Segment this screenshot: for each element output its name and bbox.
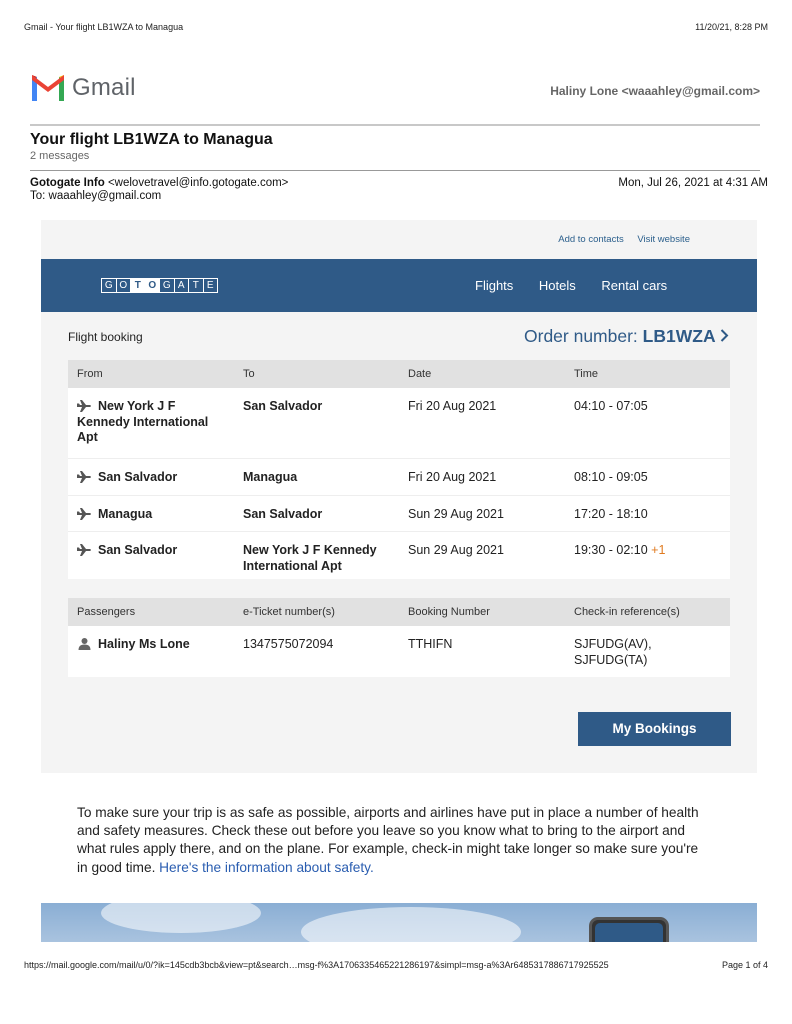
flight-to: San Salvador <box>243 507 323 521</box>
print-footer <box>24 960 768 970</box>
divider <box>30 170 760 171</box>
next-day-indicator: +1 <box>651 543 666 557</box>
flight-to: New York J F Kennedy International Apt <box>243 543 377 573</box>
flight-to: Managua <box>243 470 298 484</box>
plane-icon <box>77 508 92 520</box>
page-number: Page 1 of 4 <box>721 960 768 970</box>
flight-from: San Salvador <box>77 543 227 559</box>
logo-letter: E <box>203 278 219 293</box>
my-bookings-button[interactable]: My Bookings <box>578 712 731 746</box>
email-nav-links <box>475 278 689 293</box>
gotogate-logo[interactable] <box>101 278 217 293</box>
sender <box>30 177 288 189</box>
sender-email: <welovetravel@info.gotogate.com> <box>107 177 289 189</box>
flights-table <box>68 360 730 579</box>
print-url: https://mail.google.com/mail/u/0/?ik=145cdb3bcb&view=pt&search…msg-f%3A1706335465221286197&simpl=msg-a%3Ar6485317886717925525 <box>24 960 609 970</box>
nav-flights-link[interactable]: Flights <box>475 278 514 293</box>
flight-time: 04:10 - 07:05 <box>574 399 648 413</box>
logo-letter: O <box>145 278 161 293</box>
column-header: Time <box>574 368 599 380</box>
passengers-table <box>68 598 730 677</box>
message-count: 2 messages <box>30 150 90 162</box>
add-to-contacts-link[interactable]: Add to contacts <box>558 234 624 245</box>
logo-letter: T <box>188 278 204 293</box>
table-row <box>68 496 730 532</box>
divider <box>30 124 760 126</box>
print-timestamp: 11/20/21, 8:28 PM <box>695 22 768 32</box>
email-body-card <box>41 220 757 773</box>
sender-name: Gotogate Info <box>30 177 105 189</box>
flight-time: 17:20 - 18:10 <box>574 507 648 521</box>
flight-from: Managua <box>77 507 227 523</box>
flight-to: San Salvador <box>243 399 323 413</box>
print-header <box>24 22 768 32</box>
flight-date: Fri 20 Aug 2021 <box>408 399 497 413</box>
safety-text: To make sure your trip is as safe as possible, airports and airlines have put in place a number of health and safety measures. Check these out before you leave so you know what to bring to the airport and what rules apply there, and on the plane. For example, check-in might take longer so make sure you're in good time. <box>77 805 699 875</box>
gmail-wordmark: Gmail <box>72 74 136 101</box>
nav-hotels-link[interactable]: Hotels <box>538 278 576 293</box>
table-row <box>68 459 730 496</box>
print-title: Gmail - Your flight LB1WZA to Managua <box>24 22 184 32</box>
passenger-name: Haliny Ms Lone <box>77 637 190 653</box>
safety-info-link[interactable]: Here's the information about safety. <box>159 859 374 875</box>
promo-banner-image <box>41 903 757 942</box>
logo-letter: G <box>159 278 175 293</box>
cloud-shape <box>101 903 261 933</box>
gmail-logo[interactable] <box>30 74 136 102</box>
flight-booking-label: Flight booking <box>68 330 143 344</box>
table-row <box>68 388 730 459</box>
flight-date: Sun 29 Aug 2021 <box>408 507 504 521</box>
table-row <box>68 626 730 677</box>
person-icon <box>77 638 92 650</box>
column-header: Check-in reference(s) <box>574 606 680 618</box>
order-number-value: LB1WZA <box>642 326 716 346</box>
flight-from: New York J F Kennedy International Apt <box>77 399 209 444</box>
email-top-links <box>547 234 690 245</box>
cloud-shape <box>301 907 521 942</box>
visit-website-link[interactable]: Visit website <box>637 234 690 245</box>
column-header: From <box>77 368 103 380</box>
plane-icon <box>77 471 92 483</box>
column-header: Booking Number <box>408 606 490 618</box>
flight-date: Sun 29 Aug 2021 <box>408 543 504 557</box>
table-header <box>68 360 730 388</box>
column-header: e-Ticket number(s) <box>243 606 335 618</box>
recipient: To: waaahley@gmail.com <box>30 190 162 202</box>
account-identity: Haliny Lone <waaahley@gmail.com> <box>550 84 760 98</box>
nav-rental-cars-link[interactable]: Rental cars <box>601 278 668 293</box>
logo-letter: G <box>101 278 117 293</box>
plane-icon <box>77 400 92 412</box>
table-header <box>68 598 730 626</box>
chevron-right-icon <box>720 329 729 342</box>
logo-letter: T <box>130 278 146 293</box>
thread-subject: Your flight LB1WZA to Managua <box>30 131 273 148</box>
flight-time: 08:10 - 09:05 <box>574 470 648 484</box>
eticket-number: 1347575072094 <box>243 637 334 651</box>
flight-from: San Salvador <box>77 470 227 486</box>
logo-letter: A <box>174 278 190 293</box>
checkin-references: SJFUDG(AV), SJFUDG(TA) <box>574 637 652 667</box>
phone-illustration <box>589 917 669 942</box>
logo-letter: O <box>116 278 132 293</box>
column-header: To <box>243 368 255 380</box>
booking-number: TTHIFN <box>408 637 453 651</box>
plane-icon <box>77 544 92 556</box>
flight-time: 19:30 - 02:10 +1 <box>574 543 666 557</box>
order-number-link[interactable] <box>524 326 729 347</box>
message-date: Mon, Jul 26, 2021 at 4:31 AM <box>618 177 768 189</box>
flight-date: Fri 20 Aug 2021 <box>408 470 497 484</box>
column-header: Date <box>408 368 432 380</box>
email-navbar <box>41 259 757 312</box>
safety-paragraph <box>77 804 702 877</box>
table-row <box>68 532 730 579</box>
column-header: Passengers <box>77 606 136 618</box>
order-number-label: Order number: <box>524 326 638 346</box>
gmail-logo-icon <box>30 74 66 102</box>
